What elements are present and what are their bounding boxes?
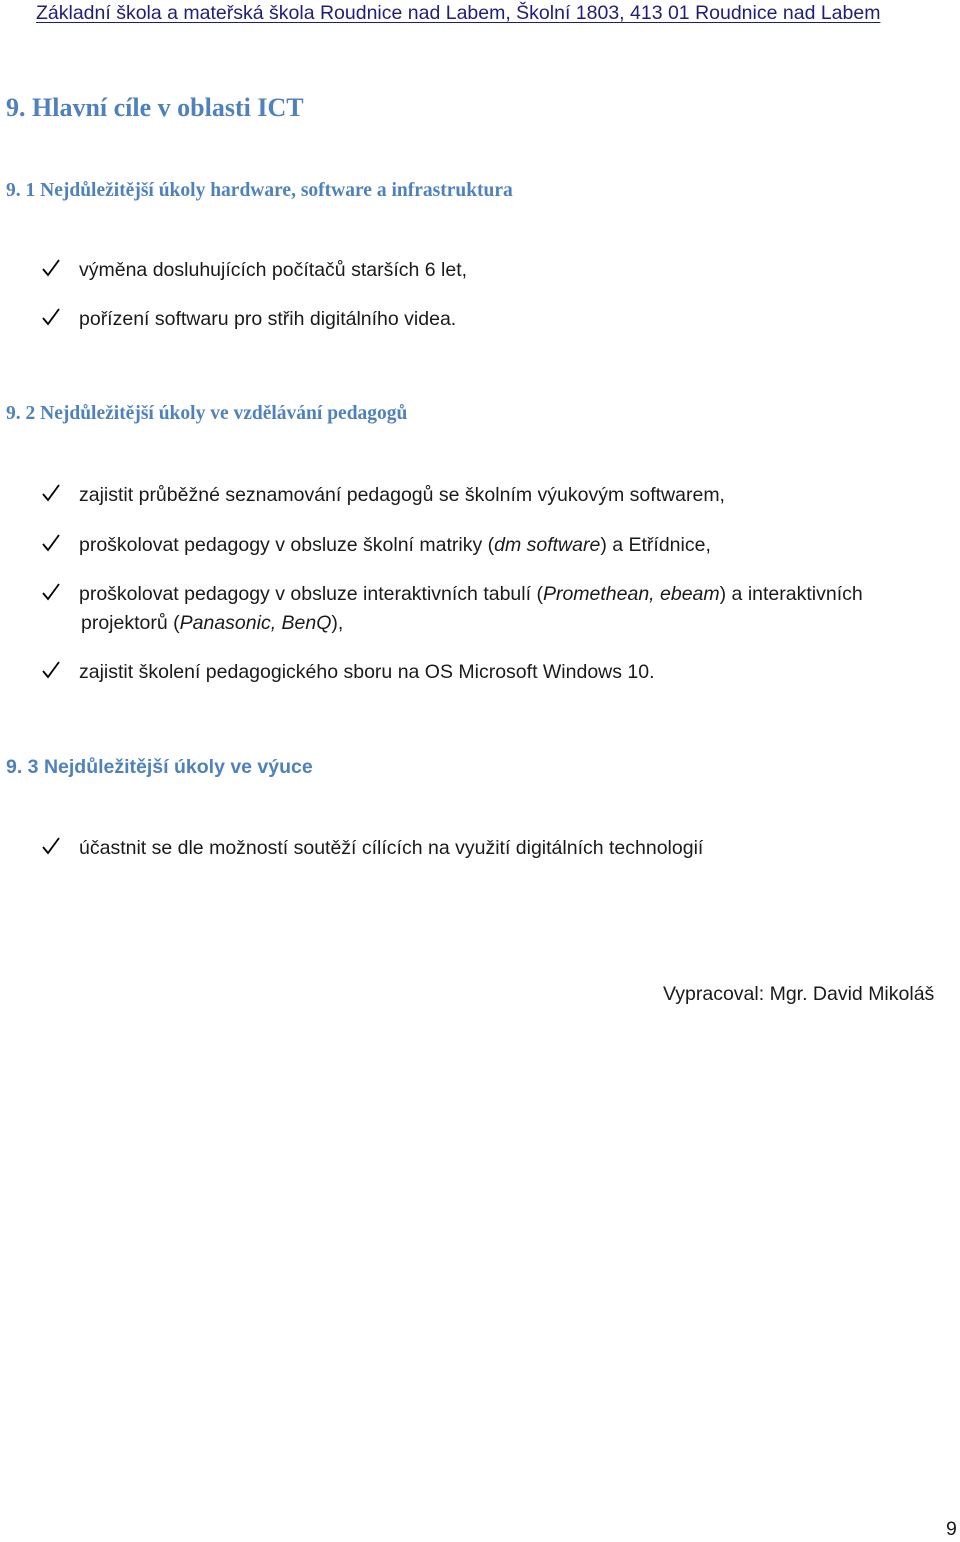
list-item-text: zajistit školení pedagogického sboru na OS Microsoft Windows 10. — [79, 661, 655, 683]
list-item-text: proškolovat pedagogy v obsluze interaktivních tabulí (Promethean, ebeam) a interaktivních projektorů (Panasonic, BenQ), — [79, 583, 863, 634]
list-item-text: proškolovat pedagogy v obsluze školní matriky (dm software) a Etřídnice, — [79, 534, 711, 556]
checkmark-icon — [42, 533, 60, 553]
section-heading-9-3: 9. 3 Nejdůležitější úkoly ve výuce — [6, 756, 313, 778]
list-item-text: pořízení softwaru pro střih digitálního videa. — [79, 308, 457, 330]
list-item-text: výměna dosluhujících počítačů starších 6 let, — [79, 259, 468, 281]
checkmark-icon — [42, 483, 60, 503]
checkmark-icon — [42, 582, 60, 602]
checkmark-icon — [42, 258, 60, 278]
signature: Vypracoval: Mgr. David Mikoláš — [663, 983, 935, 1005]
checkmark-icon — [42, 836, 60, 856]
section-heading-9-2: 9. 2 Nejdůležitější úkoly ve vzdělávání pedagogů — [6, 403, 408, 424]
checkmark-icon — [42, 660, 60, 680]
page-number: 9 — [946, 1518, 957, 1540]
list-item-text: zajistit průběžné seznamování pedagogů se školním výukovým softwarem, — [79, 484, 725, 506]
section-heading-9-1: 9. 1 Nejdůležitější úkoly hardware, software a infrastruktura — [6, 180, 513, 201]
checkmark-icon — [42, 307, 60, 327]
document-header: Základní škola a mateřská škola Roudnice nad Labem, Školní 1803, 413 01 Roudnice nad Labem — [36, 2, 881, 24]
page-title: 9. Hlavní cíle v oblasti ICT — [6, 93, 304, 122]
list-item-text: účastnit se dle možností soutěží cílících na využití digitálních technologií — [79, 837, 704, 859]
